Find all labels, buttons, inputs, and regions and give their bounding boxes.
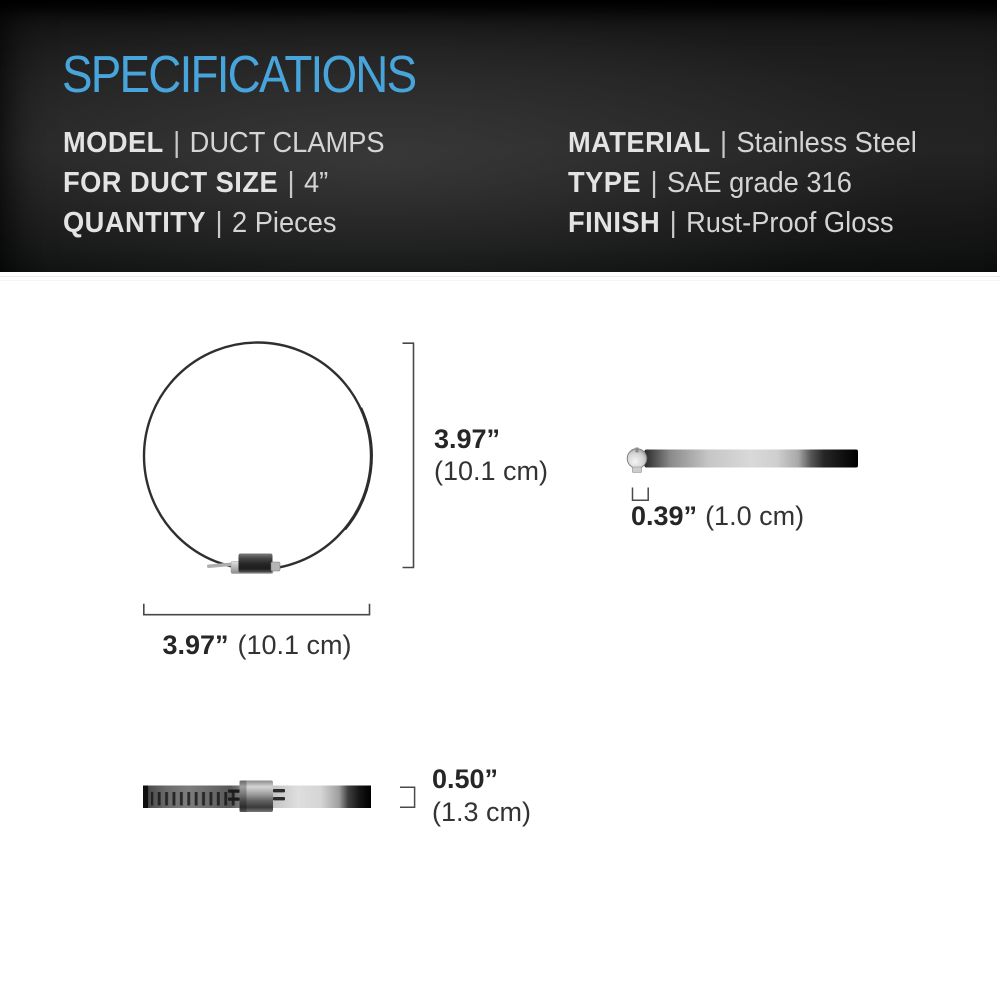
dimension-metric: (10.1 cm) [237, 630, 352, 660]
band-slot-tip [228, 798, 240, 801]
spec-label: QUANTITY [63, 207, 207, 239]
clamp-front-view [144, 343, 372, 574]
dimension-metric: (10.1 cm) [434, 456, 549, 486]
spec-label: FOR DUCT SIZE [63, 167, 279, 199]
spec-separator: | [650, 167, 658, 199]
spec-value: DUCT CLAMPS [189, 127, 385, 159]
dimension-inches: 3.97” [434, 424, 501, 454]
dimension-inches: 3.97” [162, 630, 229, 660]
spec-label: TYPE [568, 167, 642, 199]
screw-nub [633, 467, 642, 473]
clamp-flat-view [143, 781, 371, 813]
spec-label: FINISH [568, 207, 661, 239]
clamp-side-view [627, 448, 858, 473]
thickness-bracket [633, 488, 649, 501]
spec-value: 4” [304, 167, 329, 199]
spec-label: MODEL [63, 127, 164, 159]
dimension-metric: (1.0 cm) [705, 501, 805, 531]
dimension-inches: 0.39” [631, 501, 698, 531]
worm-gear-housing [239, 554, 273, 573]
diameter-label-horizontal [131, 630, 383, 661]
spec-value: Rust-Proof Gloss [686, 207, 894, 239]
screw-slot [636, 448, 639, 453]
band-slot-tip [273, 797, 285, 800]
spec-label: MATERIAL [568, 127, 711, 159]
spec-separator: | [173, 127, 181, 159]
band-thickness-label [631, 501, 804, 532]
spec-separator: | [669, 207, 677, 239]
vertical-dimension-line [403, 343, 415, 567]
band-perforations [151, 786, 237, 809]
spec-value: Stainless Steel [736, 127, 917, 159]
spec-separator: | [287, 167, 295, 199]
spec-separator: | [719, 127, 728, 159]
spec-value: 2 Pieces [231, 207, 337, 239]
screw-tip [271, 562, 280, 571]
spec-separator: | [215, 207, 223, 239]
spec-value: SAE grade 316 [666, 167, 852, 199]
band-slot-tip [228, 790, 240, 793]
width-bracket [400, 787, 415, 807]
dimension-inches: 0.50” [432, 764, 499, 794]
diameter-label-vertical [434, 423, 548, 487]
band-width-label [432, 763, 531, 829]
horizontal-dimension-line [144, 604, 370, 616]
page-title: SPECIFICATIONS [62, 46, 416, 104]
band-slot-tip [273, 789, 285, 792]
dimension-metric: (1.3 cm) [432, 797, 532, 827]
